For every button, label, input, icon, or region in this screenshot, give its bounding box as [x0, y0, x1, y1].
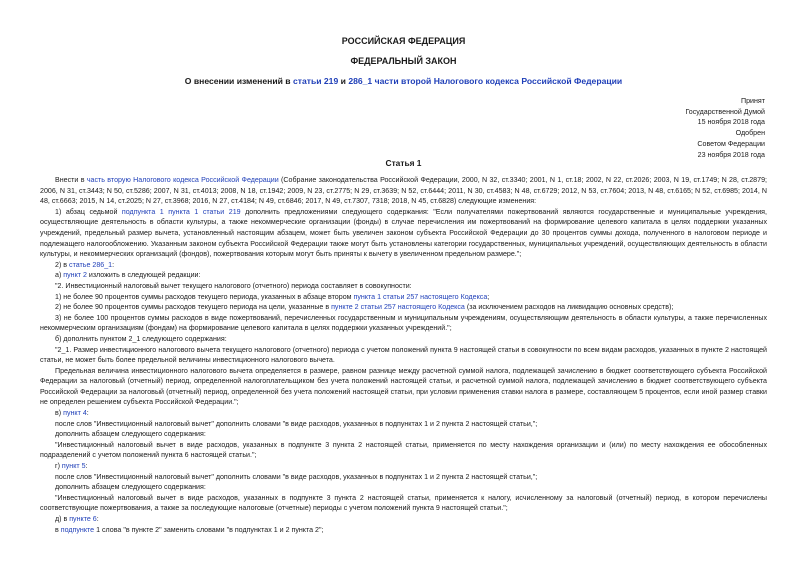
- paragraph-text: в: [55, 525, 61, 534]
- paragraph-text: дополнить абзацем следующего содержания:: [55, 483, 206, 492]
- paragraph: [40, 302, 767, 313]
- paragraph-text: "2_1. Размер инвестиционного налогового вычета текущего налогового (отчетного) периода с учетом положений пункта 9 настоящей статьи в совокупности по всем видам расходов, указанных в пункте 2 настоящей статьи, не может быть более предельной величины инвестиционного налогового вычета.: [40, 345, 767, 365]
- acceptance-line: Государственной Думой: [685, 107, 765, 116]
- paragraph-text: изложить в следующей редакции:: [86, 271, 201, 280]
- acceptance-line: Принят: [740, 97, 765, 105]
- acceptance-line: 15 ноября 2018 года: [697, 118, 765, 127]
- paragraph: [40, 461, 767, 472]
- paragraph: [40, 175, 767, 207]
- paragraph-text: 2) не более 90 процентов суммы расходов текущего периода на цели, указанные в: [55, 303, 332, 312]
- paragraph: [40, 292, 767, 303]
- federation-heading: РОССИЙСКАЯ ФЕДЕРАЦИЯ: [341, 36, 466, 46]
- paragraph-text: Внести в: [55, 176, 87, 184]
- paragraph-text: :: [86, 409, 89, 418]
- paragraph-text: б) дополнить пунктом 2_1 следующего содержания:: [55, 334, 227, 343]
- law-body: [40, 175, 767, 535]
- paragraph: [40, 334, 767, 345]
- acceptance-line: Одобрен: [735, 129, 765, 138]
- paragraph: [40, 429, 767, 440]
- article-219-link[interactable]: статьи 219: [292, 76, 339, 86]
- paragraph: [40, 472, 767, 483]
- paragraph-text: :: [112, 260, 115, 269]
- law-title: [0, 76, 807, 87]
- paragraph-text: а): [55, 271, 64, 280]
- paragraph: [40, 482, 767, 493]
- reference-link[interactable]: пункт 2: [63, 271, 87, 280]
- reference-link[interactable]: пункта 1 статьи 257 настоящего Кодекса: [353, 292, 488, 301]
- paragraph: [40, 525, 767, 536]
- paragraph-text: "Инвестиционный налоговый вычет в виде расходов, указанных в подпункте 3 пункта 2 настоящей статьи, применяется к налогу, исчисленному за налоговый (отчетный) период, в котором перечислены соответствующие пожертвования, а также за последующие налоговые (отчетные) периоды с учетом положений пункта 9 настоящей статьи.";: [40, 493, 767, 513]
- paragraph-text: (за исключением расходов на ликвидацию основных средств);: [464, 303, 674, 312]
- paragraph: [40, 514, 767, 525]
- paragraph: [40, 440, 767, 461]
- paragraph: [40, 345, 767, 366]
- law-title-text: и: [338, 76, 349, 86]
- paragraph-text: 1) абзац седьмой: [55, 207, 122, 216]
- paragraph-text: "2. Инвестиционный налоговый вычет текущего налогового (отчетного) периода составляет в совокупности:: [55, 281, 412, 290]
- reference-link[interactable]: пункте 6: [69, 515, 97, 523]
- article-heading: Статья 1: [385, 158, 422, 168]
- reference-link[interactable]: подпункта 1 пункта 1 статьи 219: [121, 207, 241, 216]
- acceptance-line: Советом Федерации: [697, 139, 765, 148]
- paragraph-text: после слов "Инвестиционный налоговый вычет" дополнить словами "в виде расходов, указанных в подпунктах 1 и 2 пункта 2 настоящей статьи,";: [55, 472, 538, 481]
- paragraph: [40, 270, 767, 281]
- law-type-heading: ФЕДЕРАЛЬНЫЙ ЗАКОН: [350, 56, 457, 66]
- paragraph-text: 3) не более 100 процентов суммы расходов в виде пожертвований, перечисленных государственным и муниципальным учреждениям, осуществляющим деятельность в области культуры, а также перечисленных некоммерческим организациям (фондам) на формирование целевого капитала в целях поддержки указанных учреждений.";: [40, 313, 767, 333]
- reference-link[interactable]: статье 286_1: [69, 260, 113, 269]
- law-title-text: О внесении изменений в: [184, 76, 293, 86]
- reference-link[interactable]: пункте 2 статьи 257 настоящего Кодекса: [331, 303, 465, 312]
- paragraph-text: :: [96, 515, 99, 523]
- paragraph: [40, 207, 767, 260]
- paragraph-text: "Инвестиционный налоговый вычет в виде расходов, указанных в подпункте 3 пункта 2 настоящей статьи, применяется по месту нахождения организации и (или) по месту нахождения ее обособленных подразделений с учетом положений пункта 6 настоящей статьи.";: [40, 440, 767, 460]
- paragraph-text: 2) в: [55, 260, 70, 269]
- paragraph: [40, 419, 767, 430]
- paragraph-text: 1 слова "в пункте 2" заменить словами "в подпунктах 1 и 2 пункта 2";: [94, 525, 324, 534]
- article-286-1-link[interactable]: 286_1 части второй Налогового кодекса Российской Федерации: [348, 76, 623, 86]
- paragraph: [40, 408, 767, 419]
- paragraph-text: д) в: [55, 515, 70, 523]
- paragraph-text: в): [55, 409, 64, 418]
- paragraph-text: г): [55, 462, 62, 471]
- reference-link[interactable]: пункт 5: [61, 462, 86, 471]
- paragraph: [40, 281, 767, 292]
- acceptance-line: 23 ноября 2018 года: [697, 150, 765, 159]
- paragraph-text: :: [85, 462, 88, 471]
- reference-link[interactable]: пункт 4: [63, 409, 87, 418]
- paragraph-text: дополнить абзацем следующего содержания:: [55, 430, 206, 439]
- acceptance-block: [685, 96, 765, 160]
- paragraph: [40, 493, 767, 514]
- reference-link[interactable]: часть вторую Налогового кодекса Российской Федерации: [86, 176, 279, 184]
- paragraph-text: Предельная величина инвестиционного налогового вычета определяется в размере, равном разнице между расчетной суммой налога, подлежащей зачислению в бюджет соответствующего субъекта Российской Федерации за налоговый (отчетный) период, определенной налогоплательщиком без учета положений настоящей статьи, и расчетной суммой налога, подлежащей зачислению в бюджет соответствующего субъекта Российской Федерации за налоговый (отчетный) период, определенной без учета положений настоящей статьи, при условии применения ставки налога в размере, составляющем 5 процентов, если иной размер ставки не определен решением субъекта Российской Федерации.";: [40, 366, 767, 407]
- paragraph: [40, 260, 767, 271]
- paragraph-text: после слов "Инвестиционный налоговый вычет" дополнить словами "в виде расходов, указанных в подпунктах 1 и 2 пункта 2 настоящей статьи,";: [55, 419, 538, 428]
- paragraph-text: 1) не более 90 процентов суммы расходов текущего периода, указанных в абзаце втором: [55, 292, 354, 301]
- paragraph-text: ;: [487, 292, 490, 301]
- paragraph: [40, 313, 767, 334]
- reference-link[interactable]: подпункте: [60, 525, 95, 534]
- paragraph-text: (Собрание законодательства Российской Федерации, 2000, N 32, ст.3340; 2001, N 1, ст.18; 2002, N 22, ст.2026; 2003, N 19, ст.1749; N 28, ст.2879; 2006, N 31, ст.3443; N 50, ст.5286; 2007, N 31, ст.4013; 2008, N 18, ст.1942; 2009, N 23, ст.2775; N 29, ст.3639; N 52, ст.6444; 2011, N 30, ст.4583; N 48, ст.6729; 2012, N 53, ст.7604; 2013, N 48, ст.6165; N 52, ст.6985; 2014, N 48, ст.6663; 2015, N 14, ст.2025; N 27, ст.3968; 2016, N 27, ст.4184; N 49, ст.6846; 2017, N 49, ст.7307, 7318; 2018, N 45, ст.6828) следующие изменения:: [40, 176, 767, 206]
- paragraph: [40, 366, 767, 408]
- paragraph-text: дополнить предложениями следующего содержания: "Если получателями пожертвований являются государственные и муниципальные учреждения, осуществляющие деятельность в области культуры, а также некоммерческие организации (фонды) в случае перечисления им пожертвований на формирование целевого капитала в целях поддержки указанных учреждений, предельный размер вычета, установленный настоящим абзацем, может быть увеличен законом субъекта Российской Федерации до 30 процентов суммы дохода, полученного в налоговом периоде и подлежащего налогообложению. Указанным законом субъекта Российской Федерации также могут быть установлены категории государственных, муниципальных учреждений, осуществляющих деятельность в области культуры, и некоммерческих организаций (фондов), пожертвования которым могут быть приняты к вычету в увеличенном предельном размере.";: [40, 207, 767, 259]
